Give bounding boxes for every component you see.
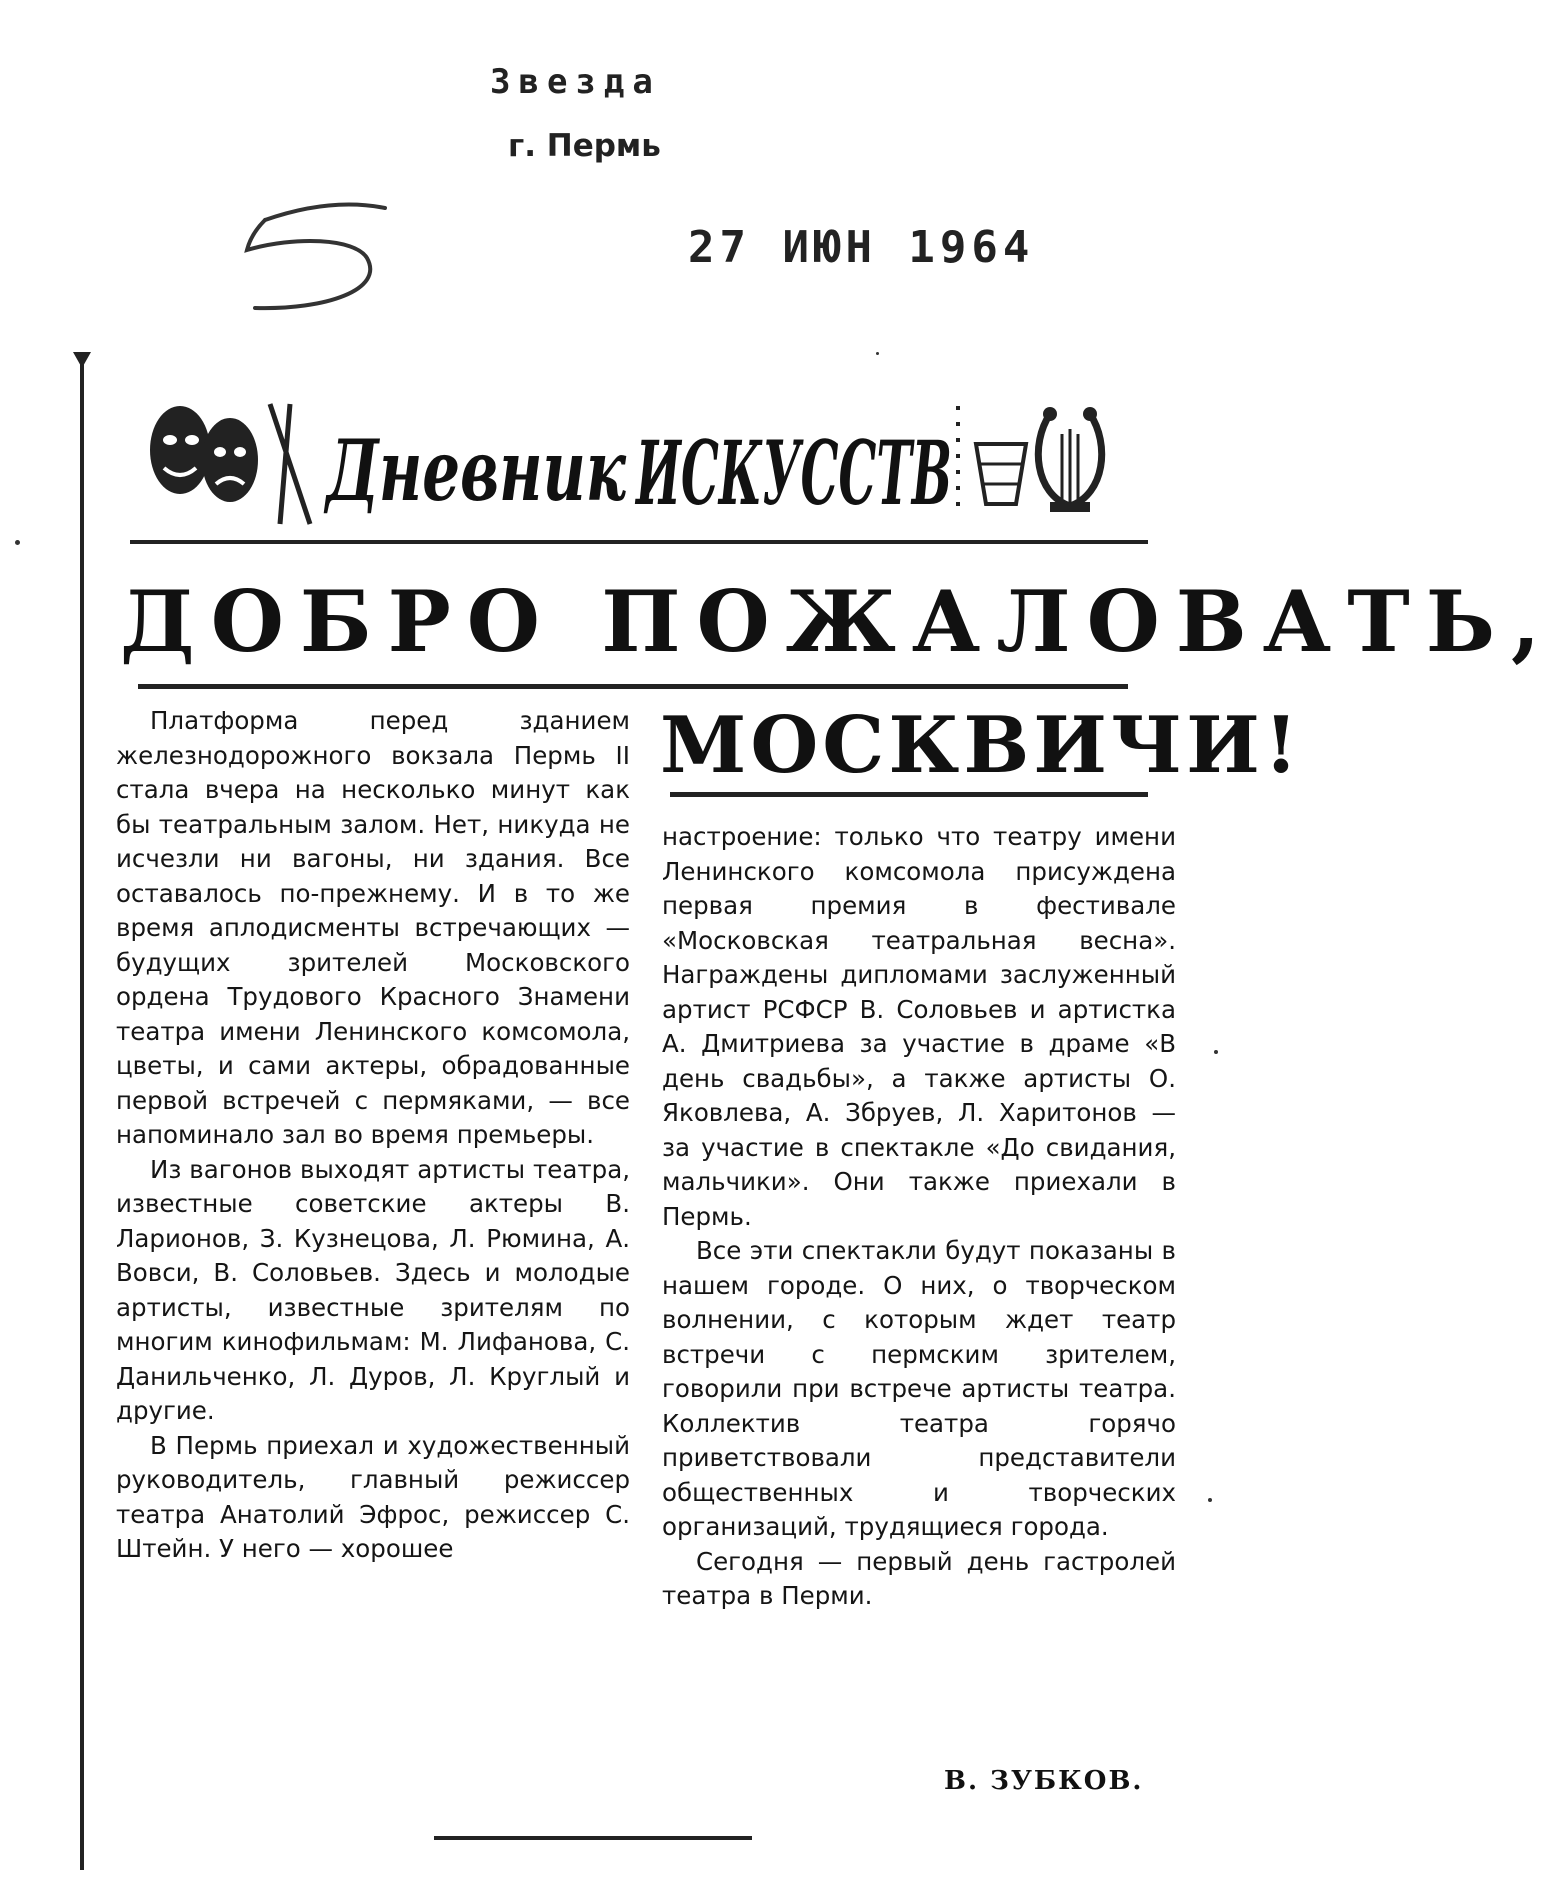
city-stamp: г. Пермь bbox=[508, 128, 661, 164]
article-paragraph: Все эти спектакли будут показаны в нашем городе. О них, о творческом волнении, с которым ждет театр встречи с пермским зрителем, говорили при встрече артисты театра. Коллектив театра горячо приветствовали представители общественных и творческих организаций, трудящиеся города. bbox=[662, 1236, 1176, 1541]
article-paragraph: настроение: только что театру имени Ленинского комсомола присуждена первая премия в фестивале «Московская театральная весна». Награждены дипломами заслуженный артист РСФСР В. Соловьев и артистка А. Дмитриева за участие в драме «В день свадьбы», а также артисты О. Яковлева, А. Збруев, Л. Харитонов — за участие в спектакле «До свидания, мальчики». Они также приехали в Пермь. bbox=[662, 822, 1176, 1231]
headline-rule-right bbox=[670, 792, 1148, 797]
left-column-rule bbox=[80, 360, 84, 1870]
headline-rule bbox=[138, 684, 1128, 689]
paper-speck bbox=[15, 540, 20, 545]
paper-speck bbox=[1208, 1498, 1212, 1502]
bottom-rule bbox=[434, 1836, 752, 1840]
banner-rule bbox=[130, 540, 1148, 544]
date-stamp: 27 ИЮН 1964 bbox=[688, 222, 1035, 273]
rubric-banner bbox=[130, 384, 1148, 536]
paper-speck bbox=[1214, 1050, 1218, 1054]
headline-line-2: МОСКВИЧИ! bbox=[660, 700, 1303, 791]
article-paragraph: В Пермь приехал и художественный руководитель, главный режиссер театра Анатолий Эфрос, режиссер С. Штейн. У него — хорошее bbox=[116, 1430, 630, 1563]
article-paragraph: Из вагонов выходят артисты театра, известные советские актеры В. Ларионов, З. Кузнецова, Л. Рюмина, А. Вовси, В. Соловьев. Здесь и молодые артисты, известные зрителям по многим кинофильмам: М. Лифанова, С. Данильченко, Л. Дуров, Л. Круглый и другие. bbox=[116, 1154, 630, 1425]
rubric-caps: ИСКУССТВ bbox=[634, 421, 952, 525]
newspaper-stamp: Звезда bbox=[490, 62, 661, 102]
article-author: В. ЗУБКОВ. bbox=[944, 1766, 1144, 1796]
article-paragraph: Платформа перед зданием железнодорожного вокзала Пермь II стала вчера на несколько минут как бы театральным залом. Нет, никуда не исчезли ни вагоны, ни здания. Все оставалось по-прежнему. И в то же время аплодисменты встречающих — будущих зрителей Московского ордена Трудового Красного Знамени театра имени Ленинского комсомола, цветы, и сами актеры, обрадованные первой встречей с пермяками, — все напоминало зал во время премьеры. bbox=[116, 706, 630, 1149]
pencil-note-five bbox=[235, 198, 425, 318]
article-right-column bbox=[662, 820, 1176, 1614]
theatre-masks-icon bbox=[130, 384, 320, 536]
rubric-script: Дневник bbox=[323, 421, 627, 520]
lyre-icon bbox=[960, 384, 1148, 536]
headline-line-1: ДОБРО ПОЖАЛОВАТЬ, bbox=[120, 572, 1556, 671]
article-left-column bbox=[116, 704, 630, 1567]
article-paragraph: Сегодня — первый день гастролей театра в Перми. bbox=[662, 1546, 1176, 1610]
paper-speck bbox=[876, 352, 879, 355]
